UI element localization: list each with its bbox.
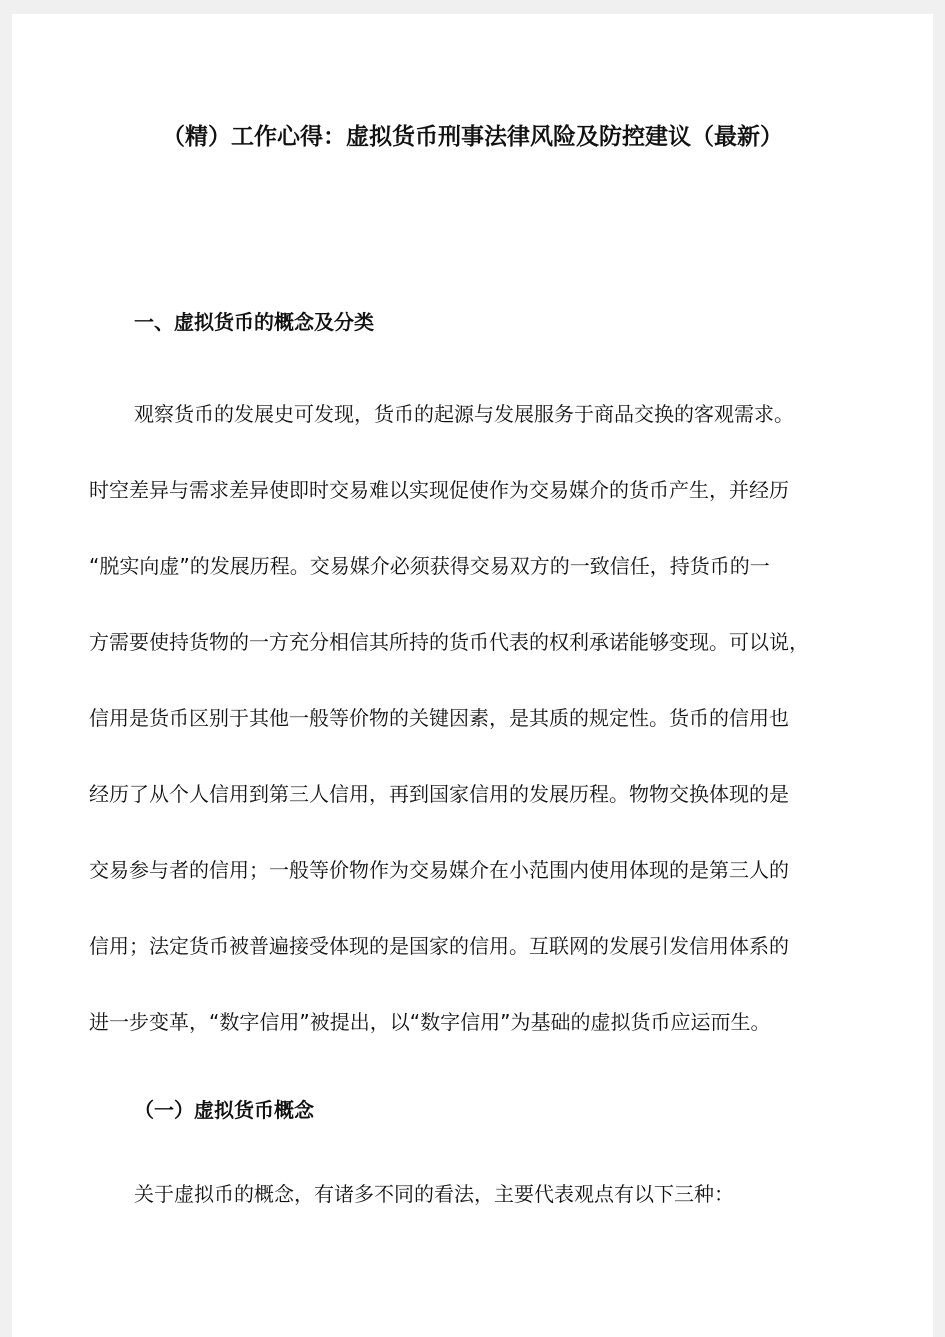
paragraph-line: 关于虚拟币的概念，有诸多不同的看法，主要代表观点有以下三种： bbox=[134, 1182, 734, 1206]
paragraph-line: 信用是货币区别于其他一般等价物的关键因素，是其质的规定性。货币的信用也 bbox=[89, 706, 789, 730]
paragraph-line: 信用；法定货币被普遍接受体现的是国家的信用。互联网的发展引发信用体系的 bbox=[89, 934, 789, 958]
paragraph-line: 经历了从个人信用到第三人信用，再到国家信用的发展历程。物物交换体现的是 bbox=[89, 782, 789, 806]
paragraph-line: 时空差异与需求差异使即时交易难以实现促使作为交易媒介的货币产生，并经历 bbox=[89, 478, 789, 502]
section-heading: 一、虚拟货币的概念及分类 bbox=[134, 310, 374, 334]
subsection-heading: （一）虚拟货币概念 bbox=[134, 1098, 314, 1122]
paragraph-line: 交易参与者的信用；一般等价物作为交易媒介在小范围内使用体现的是第三人的 bbox=[89, 858, 789, 882]
paragraph-line: 进一步变革，“数字信用”被提出，以“数字信用”为基础的虚拟货币应运而生。 bbox=[89, 1010, 771, 1034]
paragraph-line: 方需要使持货物的一方充分相信其所持的货币代表的权利承诺能够变现。可以说， bbox=[89, 630, 809, 654]
document-page bbox=[12, 14, 933, 1337]
paragraph-line: “脱实向虚”的发展历程。交易媒介必须获得交易双方的一致信任，持货币的一 bbox=[89, 554, 770, 578]
document-title: （精）工作心得：虚拟货币刑事法律风险及防控建议（最新） bbox=[162, 124, 783, 150]
paragraph-line: 观察货币的发展史可发现，货币的起源与发展服务于商品交换的客观需求。 bbox=[134, 402, 794, 426]
